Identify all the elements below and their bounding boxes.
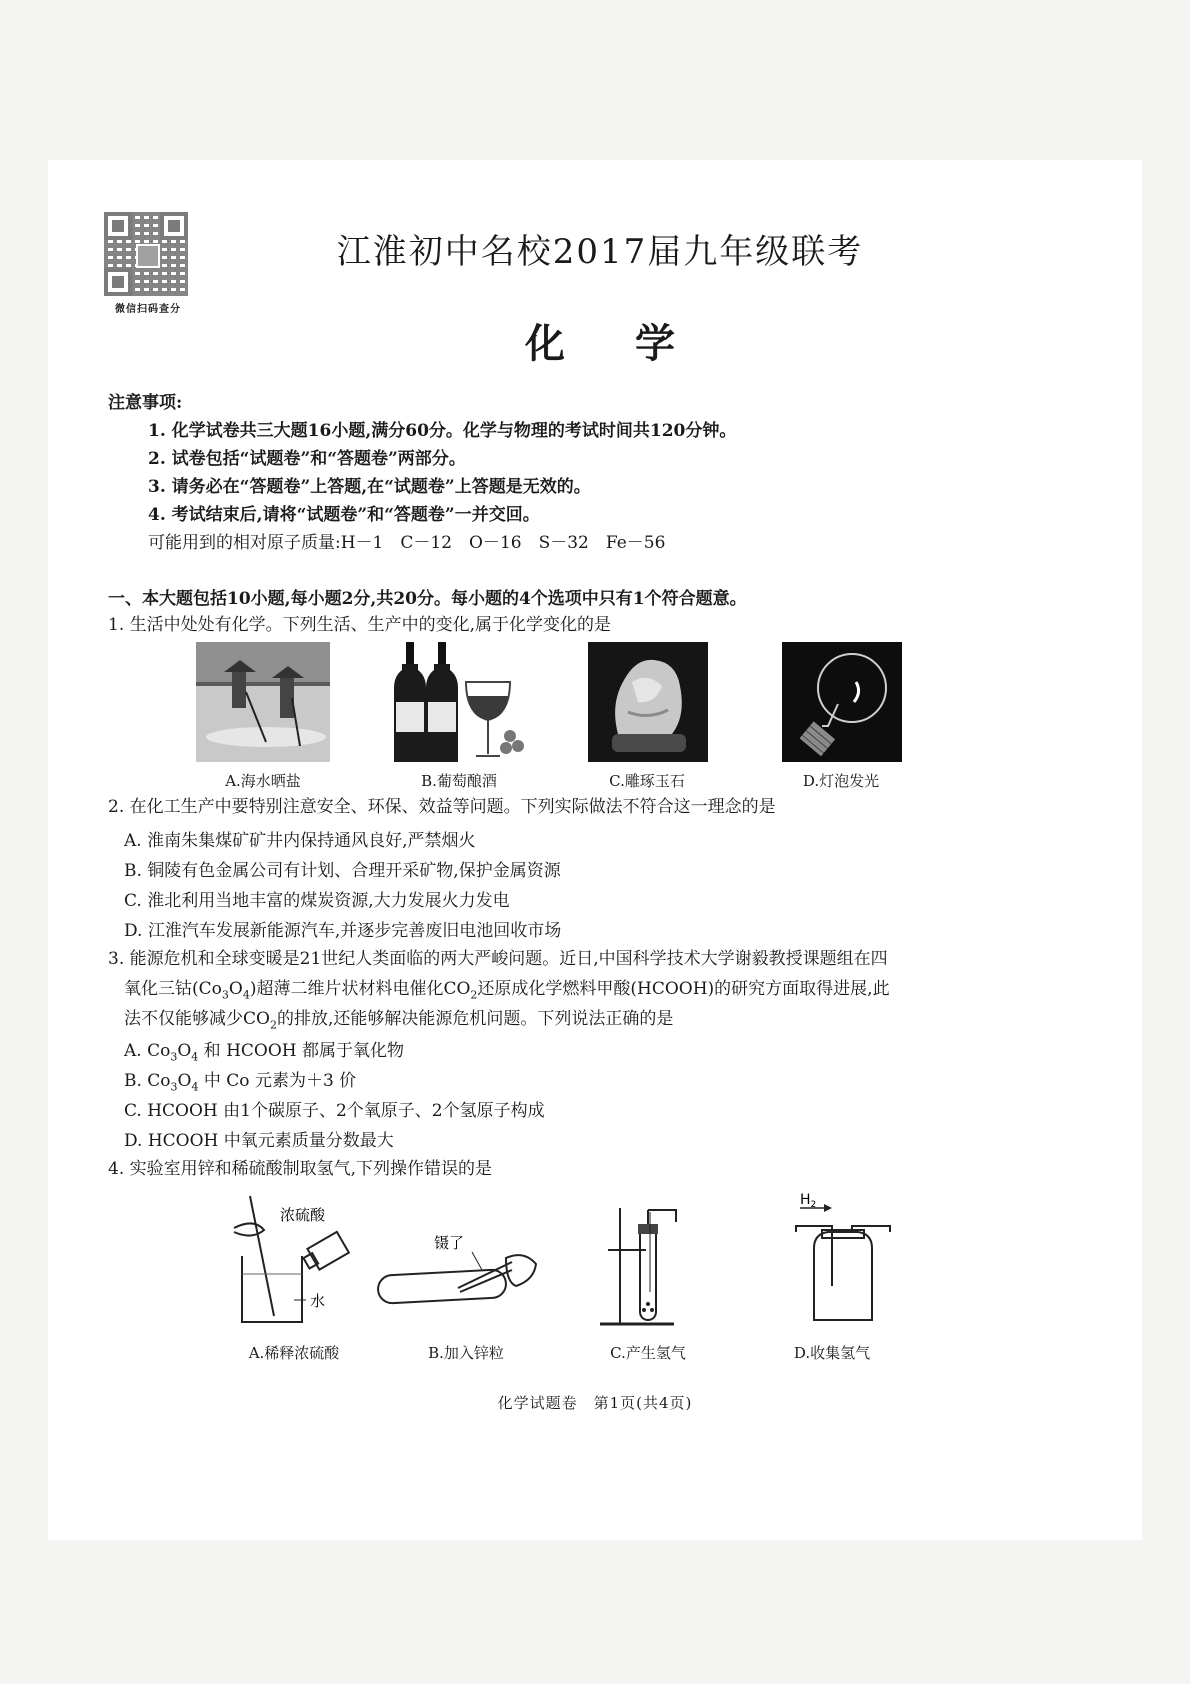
q4-option-d[interactable]: D.收集氢气	[793, 1344, 871, 1362]
question-4-stem: 4. 实验室用锌和稀硫酸制取氢气,下列操作错误的是	[108, 1159, 493, 1179]
wine-bottles-photo	[394, 642, 524, 762]
qr-code-icon[interactable]	[104, 212, 188, 296]
question-1-stem: 1. 生活中处处有化学。下列生活、生产中的变化,属于化学变化的是	[108, 615, 612, 635]
q1-option-a[interactable]: A.海水晒盐	[225, 772, 301, 790]
notice-item: 1. 化学试卷共三大题16小题,满分60分。化学与物理的考试时间共120分钟。	[148, 421, 737, 441]
question-3-line-3: 法不仅能够减少$CO_2$的排放,还能够解决能源危机问题。下列说法正确的是	[124, 1009, 674, 1032]
q1-option-c[interactable]: C.雕琢玉石	[609, 772, 685, 790]
q2-option-d[interactable]: D. 江淮汽车发展新能源汽车,并逐步完善废旧电池回收市场	[124, 921, 562, 941]
qr-caption: 微信扫码查分	[115, 304, 181, 315]
jade-carving-photo	[588, 642, 708, 762]
q1-option-d[interactable]: D.灯泡发光	[802, 772, 880, 790]
q3-option-a[interactable]: A. $Co_3O_4$ 和 HCOOH 都属于氧化物	[124, 1041, 405, 1064]
salt-pan-photo	[196, 642, 330, 762]
exam-title: 江淮初中名校2017届九年级联考	[336, 232, 864, 272]
q4-option-a[interactable]: A.稀释浓硫酸	[248, 1344, 340, 1362]
notice-item: 3. 请务必在“答题卷”上答题,在“试题卷”上答题是无效的。	[148, 477, 591, 497]
add-zinc-diagram	[372, 1192, 552, 1337]
h2-label: $H_2$	[800, 1192, 817, 1210]
tweezers-label: 镊了	[434, 1234, 465, 1252]
page-footer: 化学试题卷 第1页(共4页)	[497, 1394, 693, 1412]
notice-title: 注意事项:	[108, 393, 183, 413]
dilute-acid-diagram	[220, 1192, 380, 1337]
subject-title: 化学	[525, 320, 745, 367]
q2-option-c[interactable]: C. 淮北利用当地丰富的煤炭资源,大力发展火力发电	[124, 891, 510, 911]
collect-hydrogen-diagram	[776, 1192, 936, 1337]
q4-option-b[interactable]: B.加入锌粒	[428, 1344, 504, 1362]
q3-option-d[interactable]: D. HCOOH 中氧元素质量分数最大	[124, 1131, 394, 1151]
question-2-stem: 2. 在化工生产中要特别注意安全、环保、效益等问题。下列实际做法不符合这一理念的是	[108, 797, 776, 817]
notice-item: 2. 试卷包括“试题卷”和“答题卷”两部分。	[148, 449, 466, 469]
q2-option-a[interactable]: A. 淮南朱集煤矿矿井内保持通风良好,严禁烟火	[124, 831, 476, 851]
produce-hydrogen-diagram	[590, 1192, 750, 1337]
light-bulb-photo	[782, 642, 902, 762]
acid-label: 浓硫酸	[280, 1206, 326, 1224]
q4-option-c[interactable]: C.产生氢气	[610, 1344, 686, 1362]
atomic-masses: 可能用到的相对原子质量:H－1 C－12 O－16 S－32 Fe－56	[148, 533, 666, 553]
q1-option-b[interactable]: B.葡萄酿酒	[421, 772, 497, 790]
notice-item: 4. 考试结束后,请将“试题卷”和“答题卷”一并交回。	[148, 505, 540, 525]
section-title: 一、本大题包括10小题,每小题2分,共20分。每小题的4个选项中只有1个符合题意。	[108, 589, 747, 609]
question-3-line-1: 3. 能源危机和全球变暖是21世纪人类面临的两大严峻问题。近日,中国科学技术大学谢毅教授课题组在四	[108, 949, 888, 969]
water-label: 水	[310, 1292, 326, 1310]
question-3-line-2: 氧化三钴$(Co_3O_4)$超薄二维片状材料电催化$CO_2$还原成化学燃料甲酸(HCOOH)的研究方面取得进展,此	[124, 979, 890, 1002]
q3-option-c[interactable]: C. HCOOH 由1个碳原子、2个氧原子、2个氢原子构成	[124, 1101, 545, 1121]
q3-option-b[interactable]: B. $Co_3O_4$ 中 Co 元素为＋3 价	[124, 1071, 357, 1094]
q2-option-b[interactable]: B. 铜陵有色金属公司有计划、合理开采矿物,保护金属资源	[124, 861, 561, 881]
